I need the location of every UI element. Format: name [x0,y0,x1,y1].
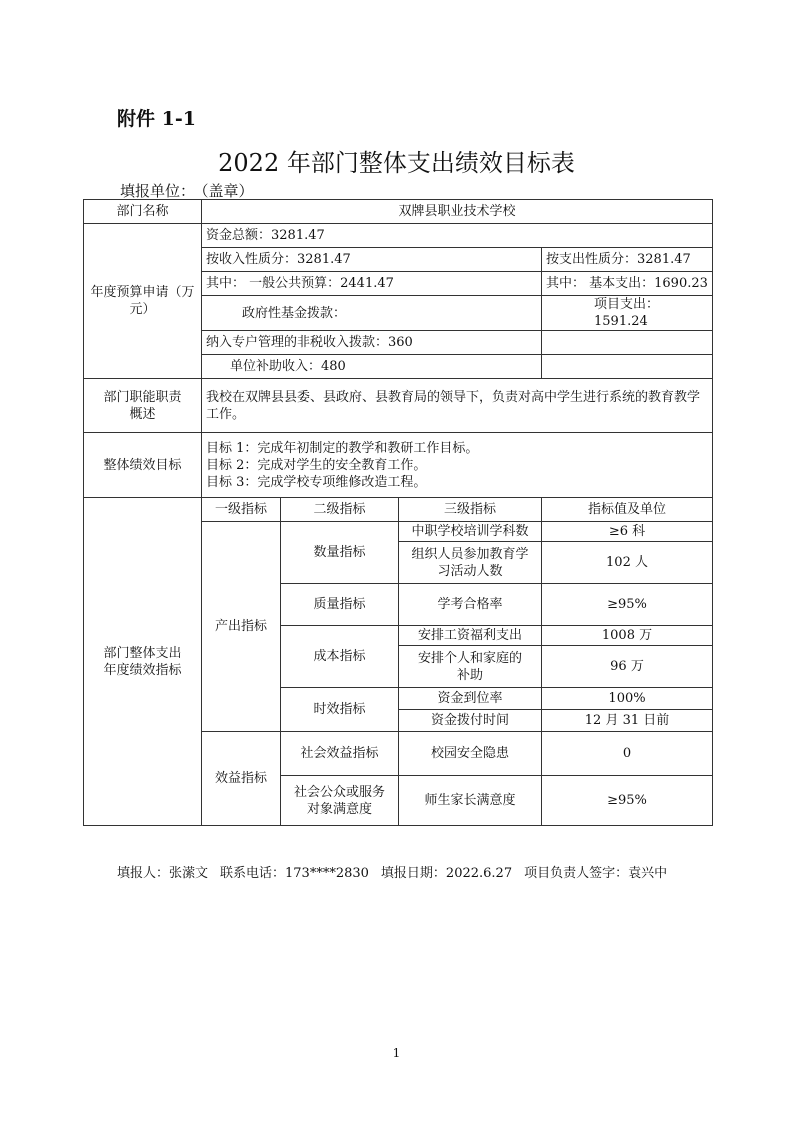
value-cell: 0 [542,732,713,776]
budget-income-nontax: 纳入专户管理的非税收入拨款：360 [202,331,542,355]
budget-by-expense: 按支出性质分：3281.47 [542,248,713,272]
goal-item: 目标 2：完成对学生的安全教育工作。 [206,457,427,473]
footer-date: 填报日期：2022.6.27 [380,866,513,881]
footer-line [117,862,679,881]
dept-name-label: 部门名称 [84,200,202,224]
level2-satisfaction: 社会公众或服务对象满意度 [281,776,399,826]
goal-item: 目标 1：完成年初制定的教学和教研工作目标。 [206,440,479,456]
value-cell: 12 月 31 日前 [542,710,713,732]
duty-text: 我校在双牌县县委、县政府、县教育局的领导下，负责对高中学生进行系统的教育教学工作。 [202,379,713,433]
level3-cell: 资金拨付时间 [399,710,542,732]
level1-benefit: 效益指标 [202,732,281,826]
value-cell: ≥95% [542,776,713,826]
value-cell: ≥95% [542,584,713,626]
level1-output: 产出指标 [202,522,281,732]
level3-cell: 中职学校培训学科数 [399,522,542,542]
budget-income-subsidy: 单位补助收入：480 [202,355,542,379]
budget-income-general: 其中： 一般公共预算：2441.47 [202,272,542,296]
level3-cell: 学考合格率 [399,584,542,626]
header-level2: 二级指标 [281,498,399,522]
fill-unit-label: 填报单位： [120,182,196,200]
goal-item: 目标 3：完成学校专项维修改造工程。 [206,474,427,490]
dept-name-value: 双牌县职业技术学校 [202,200,713,224]
value-cell: ≥6 科 [542,522,713,542]
budget-by-income: 按收入性质分：3281.47 [202,248,542,272]
overall-goals-label: 整体绩效目标 [84,433,202,498]
footer-phone: 联系电话：173****2830 [220,866,369,881]
level3-cell: 安排工资福利支出 [399,626,542,646]
budget-label: 年度预算申请（万元） [84,224,202,379]
budget-income-gov-fund: 政府性基金拨款： [202,296,542,331]
attachment-label: 附件 1-1 [117,108,196,130]
budget-total: 资金总额：3281.47 [202,224,713,248]
fill-unit-value: （盖章） [201,182,254,200]
level3-cell: 组织人员参加教育学习活动人数 [399,542,542,584]
value-cell: 100% [542,688,713,710]
budget-empty-cell [542,355,713,379]
page-title: 2022 年部门整体支出绩效目标表 [218,149,575,177]
header-level3: 三级指标 [399,498,542,522]
page-number: 1 [392,1046,401,1060]
level3-cell: 师生家长满意度 [399,776,542,826]
level2-social-benefit: 社会效益指标 [281,732,399,776]
performance-target-table [83,199,713,826]
duty-label: 部门职能职责概述 [84,379,202,433]
level2-quantity: 数量指标 [281,522,399,584]
budget-expense-project: 项目支出：1591.24 [542,296,713,331]
budget-expense-basic: 其中： 基本支出：1690.23 [542,272,713,296]
budget-empty-cell [542,331,713,355]
overall-goals-list [202,433,713,498]
header-value: 指标值及单位 [542,498,713,522]
level2-timeliness: 时效指标 [281,688,399,732]
footer-sign: 项目负责人签字：袁兴中 [524,866,668,881]
fill-unit-line [120,180,260,201]
level3-cell: 资金到位率 [399,688,542,710]
value-cell: 96 万 [542,646,713,688]
level2-cost: 成本指标 [281,626,399,688]
value-cell: 102 人 [542,542,713,584]
value-cell: 1008 万 [542,626,713,646]
level3-cell: 校园安全隐患 [399,732,542,776]
level3-cell: 安排个人和家庭的补助 [399,646,542,688]
footer-filler: 填报人：张潆文 [117,866,209,881]
header-level1: 一级指标 [202,498,281,522]
level2-quality: 质量指标 [281,584,399,626]
indicators-label: 部门整体支出年度绩效指标 [84,498,202,826]
